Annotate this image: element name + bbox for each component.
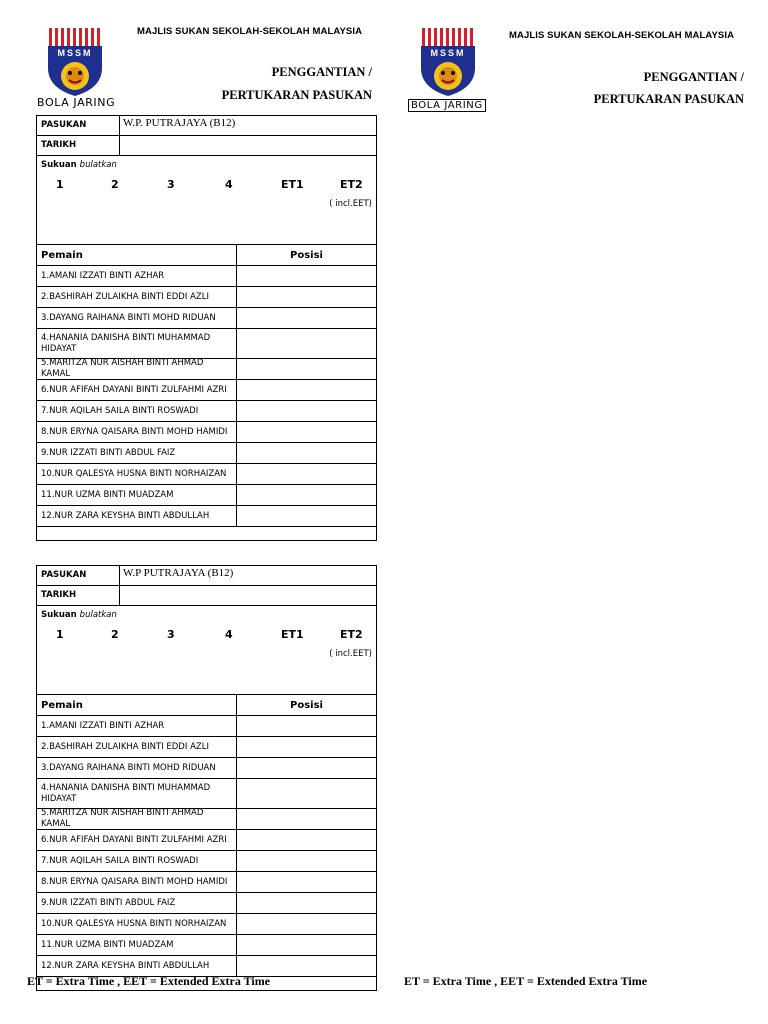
player-name: 1.AMANI IZZATI BINTI AZHAR [37, 266, 237, 286]
player-name: 6.NUR AFIFAH DAYANI BINTI ZULFAHMI AZRI [37, 380, 237, 400]
player-name: 10.NUR QALESYA HUSNA BINTI NORHAIZAN [37, 464, 237, 484]
position-field[interactable] [237, 830, 376, 850]
table-row [37, 872, 376, 893]
quarter-option[interactable]: 3 [167, 628, 175, 641]
substitution-form-1 [36, 115, 377, 541]
table-row-blank[interactable] [37, 527, 376, 540]
quarter-option[interactable]: 4 [225, 628, 233, 641]
quarter-option[interactable]: ET1 [281, 628, 304, 641]
table-row [37, 422, 376, 443]
player-name: 2.BASHIRAH ZULAIKHA BINTI EDDI AZLI [37, 287, 237, 307]
position-field[interactable] [237, 914, 376, 934]
position-field[interactable] [237, 872, 376, 892]
player-name: 4.HANANIA DANISHA BINTI MUHAMMAD HIDAYAT [37, 779, 237, 808]
position-field[interactable] [237, 809, 376, 829]
player-name: 7.NUR AQILAH SAILA BINTI ROSWADI [37, 851, 237, 871]
position-field[interactable] [237, 506, 376, 526]
table-row [37, 914, 376, 935]
posisi-header: Posisi [290, 699, 323, 711]
sukuan-section [37, 606, 376, 695]
org-name-left: MAJLIS SUKAN SEKOLAH-SEKOLAH MALAYSIA [137, 26, 363, 37]
table-row [37, 737, 376, 758]
crest-logo-text: MSSM [57, 48, 93, 58]
table-row [37, 443, 376, 464]
table-row [37, 830, 376, 851]
table-row [37, 851, 376, 872]
position-field[interactable] [237, 935, 376, 955]
table-row [37, 359, 376, 380]
pasukan-label: PASUKAN [37, 566, 120, 585]
quarter-option[interactable]: 1 [56, 178, 64, 191]
footer-note-left: ET = Extra Time , EET = Extended Extra Time [27, 974, 271, 988]
player-name: 10.NUR QALESYA HUSNA BINTI NORHAIZAN [37, 914, 237, 934]
position-field[interactable] [237, 308, 376, 328]
quarter-option[interactable]: 2 [111, 178, 119, 191]
quarter-option[interactable]: 1 [56, 628, 64, 641]
table-row [37, 935, 376, 956]
player-name: 11.NUR UZMA BINTI MUADZAM [37, 935, 237, 955]
position-field[interactable] [237, 485, 376, 505]
pasukan-field[interactable]: W.P. PUTRAJAYA (B12) [123, 117, 236, 129]
player-name: 6.NUR AFIFAH DAYANI BINTI ZULFAHMI AZRI [37, 830, 237, 850]
title-line2-left: PERTUKARAN PASUKAN [221, 88, 372, 102]
sukuan-hint: bulatkan [79, 160, 117, 170]
pasukan-row [37, 116, 376, 136]
quarter-option[interactable]: ET2 [340, 178, 363, 191]
sport-label-right: BOLA JARING [408, 99, 486, 112]
position-field[interactable] [237, 779, 376, 808]
footer-note-right: ET = Extra Time , EET = Extended Extra Time [404, 974, 648, 988]
pasukan-field[interactable]: W.P PUTRAJAYA (B12) [123, 567, 234, 579]
posisi-header: Posisi [290, 249, 323, 261]
sukuan-section [37, 156, 376, 245]
pemain-header: Pemain [37, 695, 237, 715]
title-line2-right: PERTUKARAN PASUKAN [593, 92, 744, 106]
position-field[interactable] [237, 401, 376, 421]
incl-eet-note: ( incl.EET) [329, 199, 372, 209]
pemain-header: Pemain [37, 245, 237, 265]
quarter-option[interactable]: ET2 [340, 628, 363, 641]
position-field[interactable] [237, 851, 376, 871]
crest-logo-text: MSSM [430, 48, 466, 58]
player-name: 2.BASHIRAH ZULAIKHA BINTI EDDI AZLI [37, 737, 237, 757]
table-row [37, 464, 376, 485]
player-name: 5.MARITZA NUR AISHAH BINTI AHMAD KAMAL [37, 359, 237, 379]
table-row [37, 380, 376, 401]
position-field[interactable] [237, 737, 376, 757]
table-row [37, 266, 376, 287]
sukuan-label: Sukuan [41, 160, 77, 170]
position-field[interactable] [237, 359, 376, 379]
pasukan-label: PASUKAN [37, 116, 120, 135]
position-field[interactable] [237, 287, 376, 307]
mssm-crest-logo-right [418, 28, 478, 96]
player-name: 12.NUR ZARA KEYSHA BINTI ABDULLAH [37, 956, 237, 976]
tarikh-row [37, 586, 376, 606]
tarikh-label: TARIKH [37, 586, 120, 605]
crest-stripes [48, 28, 102, 46]
player-name: 1.AMANI IZZATI BINTI AZHAR [37, 716, 237, 736]
position-field[interactable] [237, 329, 376, 358]
player-name: 3.DAYANG RAIHANA BINTI MOHD RIDUAN [37, 308, 237, 328]
player-name: 3.DAYANG RAIHANA BINTI MOHD RIDUAN [37, 758, 237, 778]
player-name: 5.MARITZA NUR AISHAH BINTI AHMAD KAMAL [37, 809, 237, 829]
org-name-right: MAJLIS SUKAN SEKOLAH-SEKOLAH MALAYSIA [509, 30, 735, 41]
sport-label-left: BOLA JARING [37, 96, 116, 109]
table-row [37, 329, 376, 359]
quarter-option[interactable]: ET1 [281, 178, 304, 191]
position-field[interactable] [237, 266, 376, 286]
table-row [37, 716, 376, 737]
title-line1-right: PENGGANTIAN / [643, 70, 744, 84]
table-row [37, 779, 376, 809]
tarikh-label: TARIKH [37, 136, 120, 155]
tarikh-row [37, 136, 376, 156]
player-name: 9.NUR IZZATI BINTI ABDUL FAIZ [37, 893, 237, 913]
player-name: 4.HANANIA DANISHA BINTI MUHAMMAD HIDAYAT [37, 329, 237, 358]
player-table-header [37, 245, 376, 266]
quarter-option[interactable]: 2 [111, 628, 119, 641]
position-field[interactable] [237, 422, 376, 442]
pasukan-row [37, 566, 376, 586]
table-row [37, 893, 376, 914]
quarter-option[interactable]: 4 [225, 178, 233, 191]
table-row [37, 485, 376, 506]
position-field[interactable] [237, 956, 376, 976]
sukuan-label: Sukuan [41, 610, 77, 620]
player-name: 7.NUR AQILAH SAILA BINTI ROSWADI [37, 401, 237, 421]
table-row [37, 308, 376, 329]
position-field[interactable] [237, 893, 376, 913]
crest-stripes [421, 28, 475, 46]
position-field[interactable] [237, 758, 376, 778]
mssm-crest-logo-left [45, 28, 105, 96]
position-field[interactable] [237, 380, 376, 400]
substitution-form-2 [36, 565, 377, 991]
position-field[interactable] [237, 716, 376, 736]
incl-eet-note: ( incl.EET) [329, 649, 372, 659]
quarter-option[interactable]: 3 [167, 178, 175, 191]
player-name: 12.NUR ZARA KEYSHA BINTI ABDULLAH [37, 506, 237, 526]
table-row [37, 809, 376, 830]
position-field[interactable] [237, 443, 376, 463]
position-field[interactable] [237, 464, 376, 484]
table-row [37, 506, 376, 527]
title-line1-left: PENGGANTIAN / [271, 65, 372, 79]
table-row [37, 287, 376, 308]
player-name: 9.NUR IZZATI BINTI ABDUL FAIZ [37, 443, 237, 463]
player-table-header [37, 695, 376, 716]
table-row [37, 758, 376, 779]
player-name: 8.NUR ERYNA QAISARA BINTI MOHD HAMIDI [37, 872, 237, 892]
tarikh-field[interactable] [120, 586, 376, 605]
player-name: 8.NUR ERYNA QAISARA BINTI MOHD HAMIDI [37, 422, 237, 442]
tarikh-field[interactable] [120, 136, 376, 155]
sukuan-hint: bulatkan [79, 610, 117, 620]
table-row [37, 401, 376, 422]
player-name: 11.NUR UZMA BINTI MUADZAM [37, 485, 237, 505]
